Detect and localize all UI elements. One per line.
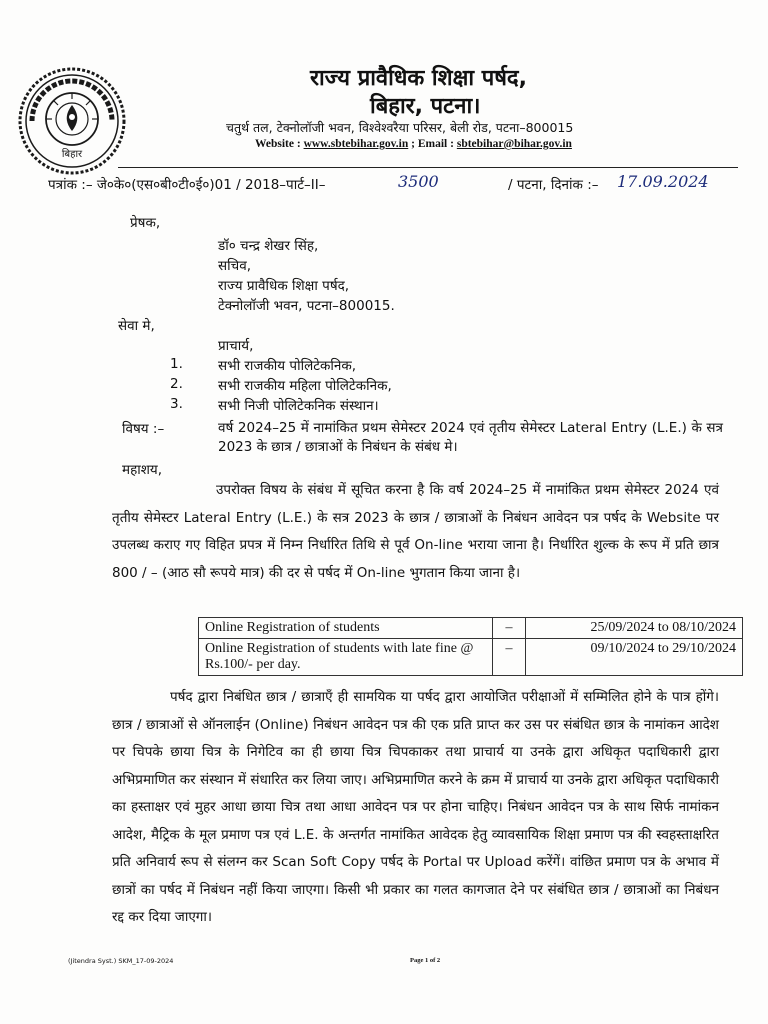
letter-reference: पत्रांक :– जे०के०(एस०बी०टी०ई०)01 / 2018–पार्ट–II–	[48, 177, 326, 193]
organization-location: बिहार, पटना।	[370, 94, 481, 119]
email-link[interactable]: sbtebihar@bihar.gov.in	[456, 138, 572, 150]
website-link[interactable]: www.sbtebihar.gov.in	[303, 138, 409, 150]
schedule-dates: 25/09/2024 to 08/10/2024	[526, 618, 743, 639]
body-paragraph-1: उपरोक्त विषय के संबंध में सूचित करना है कि वर्ष 2024–25 में नामांकित प्रथम सेमेस्टर 2024 एवं तृतीय सेमेस्टर Lateral Entry (L.E.) के सत्र 2023 के छात्र / छात्राओं के निबंधन आवेदन पत्र पर्षद के Website पर उपलब्ध कराए गए विहित प्रपत्र में निम्न निर्धारित तिथि से पूर्व On-line भराया जाना है। निर्धारित शुल्क के रूप में प्रति छात्र 800 / – (आठ सौ रूपये मात्र) की दर से पर्षद में On-line भुगतान किया जाना है।	[112, 482, 719, 581]
website-label: Website :	[255, 138, 304, 150]
sender-line: राज्य प्रावैधिक शिक्षा पर्षद,	[218, 278, 350, 294]
table-row	[199, 639, 743, 676]
registration-schedule-table	[198, 617, 743, 676]
handwritten-letter-number: 3500	[398, 172, 439, 191]
svg-text:बिहार: बिहार	[61, 149, 83, 160]
subject-text: वर्ष 2024–25 में नामांकित प्रथम सेमेस्टर 2024 एवं तृतीय सेमेस्टर Lateral Entry (L.E.) के सत्र 2023 के छात्र / छात्राओं के निबंधन के संबंध मे।	[218, 420, 723, 455]
salutation: महाशय,	[122, 462, 163, 478]
contact-line: Website : www.sbtebihar.gov.in ; Email : sbtebihar@bihar.gov.in	[255, 138, 572, 150]
table-row	[199, 618, 743, 639]
handwritten-date: 17.09.2024	[617, 172, 709, 191]
organization-name: राज्य प्रावैधिक शिक्षा पर्षद,	[310, 66, 527, 91]
schedule-dash: –	[493, 639, 526, 676]
page-number: Page 1 of 2	[410, 957, 441, 964]
recipient-item: सभी राजकीय पोलिटेकनिक,	[218, 358, 357, 374]
subject-label: विषय :–	[122, 421, 165, 437]
date-label: / पटना, दिनांक :–	[508, 177, 599, 193]
organization-address: चतुर्थ तल, टेक्नोलॉजी भवन, विश्वेश्वरैया परिसर, बेली रोड, पटना–800015	[226, 120, 574, 135]
schedule-dates: 09/10/2024 to 29/10/2024	[526, 639, 743, 676]
header-divider	[118, 167, 738, 168]
recipient-item: सभी निजी पोलिटेकनिक संस्थान।	[218, 398, 379, 414]
recipient-item-number: 1.	[170, 356, 183, 372]
schedule-item: Online Registration of students with late fine @ Rs.100/- per day.	[199, 639, 493, 676]
recipient-item: सभी राजकीय महिला पोलिटेकनिक,	[218, 378, 392, 394]
body-paragraph-2: पर्षद द्वारा निबंधित छात्र / छात्राएँ ही सामयिक या पर्षद द्वारा आयोजित परीक्षाओं में सम्मिलित होने के पात्र होंगे। छात्र / छात्राओं से ऑनलाईन (Online) निबंधन आवेदन पत्र की एक प्रति प्राप्त कर उस पर संबंधित छात्र के नामांकन आदेश पर चिपके छाया चित्र के निगेटिव का ही छाया चित्र चिपकाकर तथा प्राचार्य या उनके द्वारा अधिकृत पदाधिकारी द्वारा अभिप्रमाणित कर संस्थान में संधारित कर लिया जाए। अभिप्रमाणित करने के क्रम में प्राचार्य या उनके द्वारा अधिकृत पदाधिकारी का हस्ताक्षर एवं मुहर आधा छाया चित्र तथा आधा आवेदन पत्र पर होना चाहिए। निबंधन आवेदन पत्र के साथ सिर्फ नामांकन आदेश, मैट्रिक के मूल प्रमाण पत्र एवं L.E. के अन्तर्गत नामांकित आवेदक हेतु व्यावसायिक शिक्षा प्रमाण पत्र की स्वहस्ताक्षरित प्रति अनिवार्य रूप से संलग्न कर Scan Soft Copy पर्षद के Portal पर Upload करेंगें। वांछित प्रमाण पत्र के अभाव में छात्रों का पर्षद में निबंधन नहीं किया जाएगा। किसी भी प्रकार का गलत कागजात देने पर संबंधित छात्र / छात्राओं का निबंधन रद्द कर दिया जाएगा।	[112, 689, 719, 925]
email-label: Email :	[417, 138, 457, 150]
sender-line: सचिव,	[218, 258, 251, 274]
recipient-label: सेवा मे,	[118, 318, 155, 334]
sender-line: टेक्नोलॉजी भवन, पटना–800015.	[218, 298, 395, 314]
schedule-dash: –	[493, 618, 526, 639]
recipient-item-number: 3.	[170, 396, 183, 412]
sender-label: प्रेषक,	[130, 215, 161, 231]
schedule-item: Online Registration of students	[199, 618, 493, 639]
recipient-title: प्राचार्य,	[218, 338, 254, 354]
sender-line: डॉ० चन्द्र शेखर सिंह,	[218, 238, 319, 254]
footer-file-reference: (Jitendra Syst.) SKM_17-09-2024	[68, 957, 174, 965]
board-seal-logo	[16, 65, 128, 177]
recipient-item-number: 2.	[170, 376, 183, 392]
